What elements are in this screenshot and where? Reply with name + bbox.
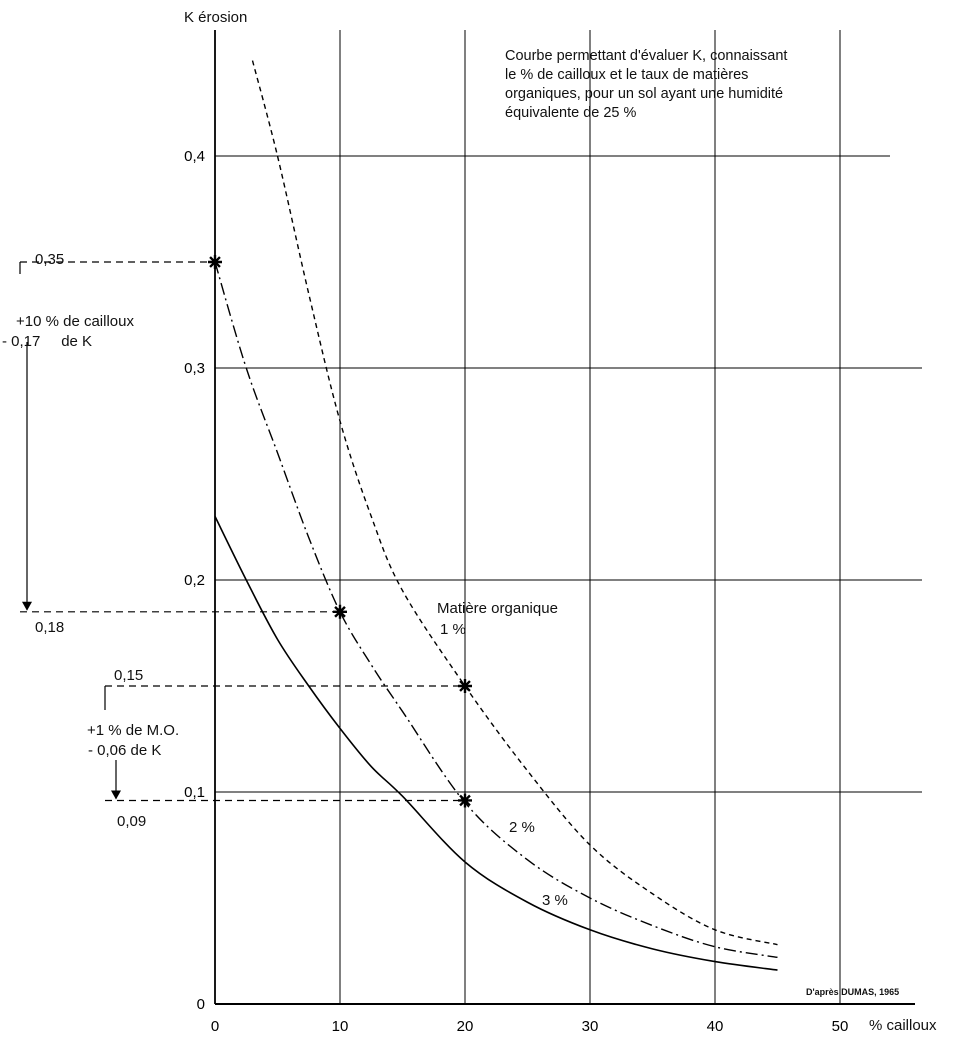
series-label-2: 2 % xyxy=(509,819,535,836)
x-tick-label: 30 xyxy=(581,1018,599,1035)
y-tick-label: 0,2 xyxy=(184,572,205,589)
data-point-marker xyxy=(458,793,472,807)
annotation-line: Courbe permettant d'évaluer K, connaissant xyxy=(505,48,788,64)
chart-grid xyxy=(184,30,922,1035)
source-credit: D'après DUMAS, 1965 xyxy=(806,987,900,997)
guide2-end-value: 0,09 xyxy=(117,813,147,830)
guide1-end-value: 0,18 xyxy=(35,619,65,636)
series-label-3: 3 % xyxy=(542,892,568,909)
guide1-text-line: +10 % de cailloux xyxy=(16,313,134,330)
series-line-3 xyxy=(215,516,778,970)
guide2-arrow-head xyxy=(111,790,121,799)
annotation-line: organiques, pour un sol ayant une humidité xyxy=(505,86,784,102)
data-point-marker xyxy=(208,255,222,269)
guide1-text-line: - 0,17 de K xyxy=(2,333,93,350)
guide1-arrow-head xyxy=(22,602,32,611)
x-tick-label: 0 xyxy=(210,1018,220,1035)
annotation-line: équivalente de 25 % xyxy=(505,105,637,121)
x-axis-title: % cailloux xyxy=(869,1017,937,1034)
guide2-text-line: +1 % de M.O. xyxy=(87,722,180,739)
guide1-start-value: 0,35 xyxy=(35,251,65,268)
y-axis-title: K érosion xyxy=(184,9,248,26)
y-tick-label: 0,4 xyxy=(184,148,205,165)
data-point-marker xyxy=(333,605,347,619)
y-tick-label: 0 xyxy=(196,996,205,1013)
x-tick-label: 40 xyxy=(706,1018,724,1035)
x-tick-label: 10 xyxy=(331,1018,349,1035)
data-point-marker xyxy=(458,679,472,693)
chart-series xyxy=(215,61,778,970)
annotation-line: le % de cailloux et le taux de matières xyxy=(505,67,749,83)
y-tick-label: 0,3 xyxy=(184,360,205,377)
chart-annotation xyxy=(505,47,885,123)
guide2-start-value: 0,15 xyxy=(114,667,144,684)
x-tick-label: 20 xyxy=(456,1018,474,1035)
x-tick-label: 50 xyxy=(831,1018,849,1035)
series-line-1 xyxy=(253,61,778,945)
series-label-1: 1 % xyxy=(440,621,466,638)
curve-title: Matière organique xyxy=(437,600,558,617)
y-tick-label: 0,1 xyxy=(184,784,205,801)
guide2-text-line: - 0,06 de K xyxy=(88,742,162,759)
